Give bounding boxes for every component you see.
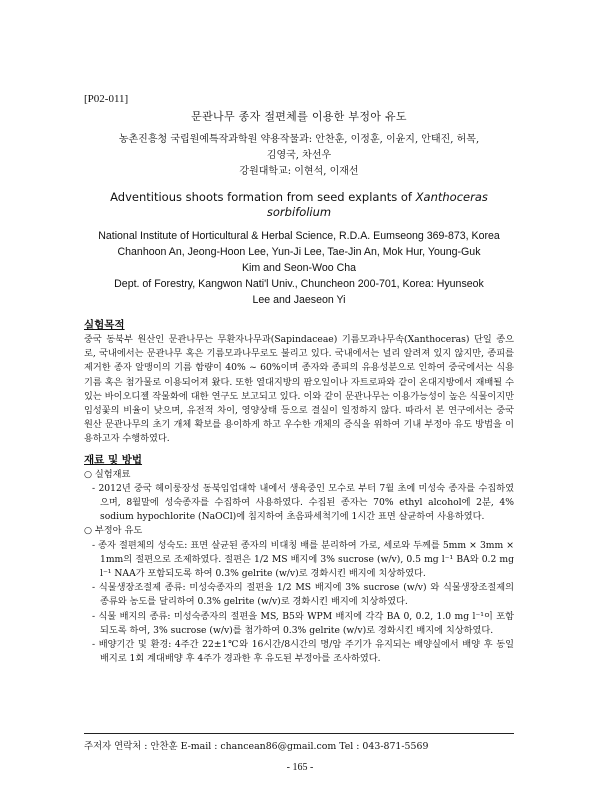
method-item: - 식물생장조절제 종류: 미성숙종자의 절편을 1/2 MS 배지에 3% sucrose (w/v) 와 식물생장조절제의 종류와 농도를 달리하여 0.3% gelrite (w/v)로 경화시킨 배지에 치상하였다. xyxy=(92,582,514,608)
affiliation-line: Kim and Seon-Woo Cha xyxy=(241,262,357,274)
method-heading-induction: ○ 부정아 유도 xyxy=(84,525,143,537)
authors-korean xyxy=(84,132,514,180)
affiliation-line: National Institute of Horticultural & Herbal Science, R.D.A. Eumseong 369-873, Korea xyxy=(98,230,500,242)
affiliation-line: Lee and Jaeseon Yi xyxy=(252,294,346,306)
authors-korean-line: 김영국, 차선우 xyxy=(266,150,332,161)
section-heading-purpose: 실험목적 xyxy=(84,319,125,331)
affiliation-line: Dept. of Forestry, Kangwon Nati'l Univ., Chuncheon 200-701, Korea: Hyunseok xyxy=(114,278,484,290)
method-item: - 배양기간 및 환경: 4주간 22±1℃와 16시간/8시간의 명/암 주기가 유지되는 배양실에서 배양 후 동일 배지로 1회 계대배양 후 4주가 경과한 후 유도된 부정아를 조사하였다. xyxy=(92,639,514,665)
method-item: - 2012년 중국 헤이룽장성 동북임업대학 내에서 생육중인 모수로 부터 7월 초에 미성숙 종자를 수집하였으며, 8월말에 성숙종자를 수집하여 사용하였다. 수집된 종자는 70% ethyl alcohol에 2분, 4% sodium hypochlorite (NaOCl)에 침지하여 초음파세척기에 1시간 표면 살균하여 사용하였다. xyxy=(92,482,514,523)
affiliations-english xyxy=(84,228,514,308)
method-heading-materials: ○ 실험재료 xyxy=(84,468,131,480)
contact-footer: 주저자 연락처 : 안찬훈 E-mail : chancean86@gmail.com Tel : 043-871-5569 xyxy=(84,733,514,752)
method-item: - 식물 배지의 종류: 미성숙종자의 절편을 MS, B5와 WPM 배지에 각각 BA 0, 0.2, 1.0 mg l⁻¹이 포함되도록 하여, 3% sucrose (w/v)를 첨가하여 0.3% gelrite (w/v)로 경화시킨 배지에 치상하였다. xyxy=(92,610,514,636)
title-english xyxy=(84,190,514,220)
authors-korean-line: 농촌진흥청 국립원예특작과학원 약용작물과: 안찬훈, 이정훈, 이윤지, 안태진, 허목, xyxy=(118,134,480,145)
purpose-paragraph: 중국 동북부 원산인 문관나무는 무환자나무과(Sapindaceae) 기름모과나무속(Xanthoceras) 단일 종으로, 국내에서는 문관나무 혹은 기름모과나무로도 불리고 있다. 국내에서는 널리 알려져 있지 않지만, 종피를 제거한 종자 알맹이의 기름 함량이 40% ~ 60%이며 종자와 종피의 유용성분으로 인하여 중국에서는 식용기름 혹은 첨가물로 이용되어져 왔다. 또한 열대지방의 팜오일이나 자트로파와 같이 온대지방에서 재배될 수 있는 바이오디젤 작물화에 대한 연구도 보고되고 있다. 이와 같이 문관나무는 이용가능성이 높은 식물이지만 임성꽃의 비율이 낮으며, 유전적 차이, 영양상태 등으로 결실이 일정하지 않다. 따라서 본 연구에서는 중국 원산 문관나무의 초기 개체 확보를 용이하게 하고 우수한 개체의 증식을 위하여 기내 부정아 유도 방법을 이용하고자 수행하였다. xyxy=(84,334,514,445)
abstract-code: [P02-011] xyxy=(84,93,129,105)
affiliation-line: Chanhoon An, Jeong-Hoon Lee, Yun-Ji Lee, Tae-Jin An, Mok Hur, Young-Guk xyxy=(117,246,481,258)
paper-page xyxy=(84,92,514,666)
authors-korean-line: 강원대학교: 이현석, 이재선 xyxy=(239,166,359,177)
page-number: - 165 - xyxy=(286,762,314,773)
title-english-species: sorbifolium xyxy=(266,205,332,219)
section-heading-methods: 재료 및 방법 xyxy=(84,453,143,466)
title-english-prefix: Adventitious shoots formation from seed explants of xyxy=(110,190,416,204)
title-korean: 문관나무 종자 절편체를 이용한 부정아 유도 xyxy=(191,110,407,123)
method-item: - 종자 절편체의 성숙도: 표면 살균된 종자의 비대칭 배를 분리하여 가로, 세로와 두께를 5mm × 3mm × 1mm의 절편으로 조제하였다. 절편은 1/2 MS 배지에 3% sucrose (w/v), 0.5 mg l⁻¹ BA와 0.2 mg l⁻¹ NAA가 포함되도록 하여 0.3% gelrite (w/v)로 경화시킨 배지에 치상하였다. xyxy=(92,539,514,580)
title-english-genus: Xanthoceras xyxy=(415,190,488,204)
